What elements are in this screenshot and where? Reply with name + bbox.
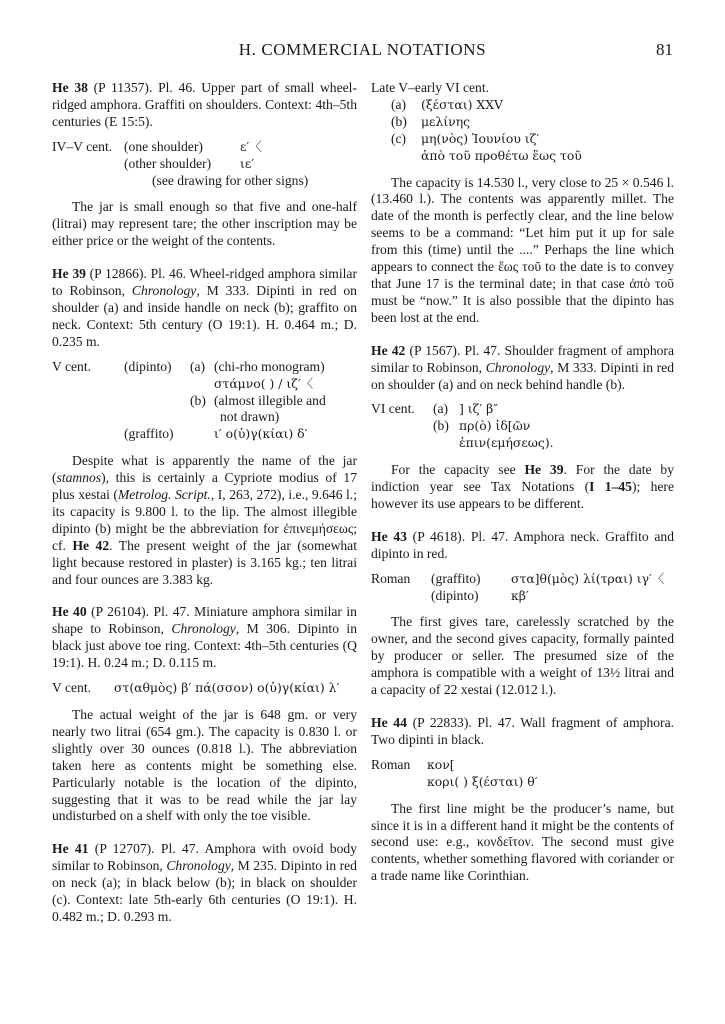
inscription-text: πρ(ὸ) ἰδ[ῶν [459, 418, 531, 434]
entry-id: He 39 [52, 266, 86, 282]
commentary-paragraph: For the capacity see He 39. For the date by indiction year see Tax Notations (I 1–45); here however its use appears to be different. [371, 462, 674, 511]
inscription-text: (chi-rho monogram) [214, 358, 325, 374]
entry-he42 [371, 343, 674, 513]
page-title: H. COMMERCIAL NOTATIONS [238, 40, 487, 59]
inscription-block [371, 757, 674, 791]
entry-description: , M 333. Dipinti in red on shoulder (a) and inside handle on neck (b); graffito on neck. Context: 5th century (O 19:1). H. 0.464 m.; D. 0.235 m. [52, 283, 357, 349]
book-title: Chronology [131, 283, 197, 299]
book-title: Chronology [166, 858, 231, 874]
inscription-place: (graffito) [431, 570, 481, 586]
inscription-text: κβ′ [511, 587, 529, 603]
entry-description: (P 22833). Pl. 47. Wall fragment of amphora. Two dipinti in black. [371, 715, 674, 747]
inscription-label: (a) [190, 358, 206, 374]
entry-heading [371, 529, 674, 563]
cross-reference: I 1–45 [589, 479, 632, 495]
inscription-text: μελίνης [421, 113, 471, 129]
commentary-paragraph: The first line might be the producer’s name, but since it is in a different hand it might be the contents of second use: e.g., κονδεῖτον. The second must give contents, whether something flavored with coriander or a trade name like Corinthian. [371, 800, 674, 884]
inscription-note: (see drawing for other signs) [152, 172, 309, 188]
entry-he41 [52, 841, 357, 926]
inscription-place: (one shoulder) [124, 138, 203, 154]
commentary-paragraph: The jar is small enough so that five and one-half (litrai) may represent tare; the other inscription may be either price or the weight of the contents. [52, 199, 357, 249]
inscription-text: not drawn) [220, 409, 280, 425]
inscription-text: στ(αθμὸς) β′ πά(σσον) ο(ὐ)γ(κίαι) λ′ [114, 680, 340, 696]
entry-id: He 43 [371, 528, 407, 544]
inscription-label: (b) [433, 418, 449, 434]
inscription-date: Roman [371, 756, 411, 772]
entry-description: (P 11357). Pl. 46. Upper part of small wheel-ridged amphora. Graffiti on shoulders. Context: 4th–5th centuries (E 15:5). [52, 80, 357, 129]
cross-reference: He 39 [524, 462, 564, 478]
entry-he38 [52, 80, 357, 250]
entry-description: , M 333. Dipinti in red on shoulder (a) and on neck behind handle (b). [371, 359, 674, 392]
entry-heading [52, 80, 357, 131]
entry-he41-continued [371, 80, 674, 327]
inscription-text: ιε′ [240, 155, 255, 171]
entry-he44 [371, 715, 674, 885]
inscription-block [52, 139, 357, 190]
inscription-block [52, 680, 357, 697]
inscription-place: (other shoulder) [124, 155, 212, 171]
entry-heading [52, 604, 357, 672]
inscription-text: ἐπιν(εμήσεως). [459, 435, 554, 451]
entry-he43 [371, 529, 674, 699]
inscription-text: στάμνο( ) / ιζ′〈 [214, 375, 314, 391]
inscription-place: (dipinto) [124, 358, 172, 374]
inscription-text: ι′ ο(ὐ)γ(κίαι) δ′ [214, 426, 308, 442]
entry-description: (P 12707). Pl. 47. Amphora with ovoid body similar to Robinson, [52, 841, 357, 874]
entry-id: He 38 [52, 80, 88, 95]
inscription-date: Roman [371, 570, 411, 586]
inscription-block [371, 401, 674, 452]
inscription-block [371, 97, 674, 165]
right-column [371, 80, 674, 901]
page-number: 81 [656, 40, 673, 59]
entry-heading [52, 841, 357, 926]
entry-he40 [52, 604, 357, 825]
entry-description: (P 26104). Pl. 47. Miniature amphora similar in shape to Robinson, [52, 604, 357, 637]
entry-id: He 44 [371, 715, 407, 730]
inscription-date: IV–V cent. [52, 138, 113, 154]
entry-description: , M 306. Dipinto in black just above toe ring. Context: 4th–5th centuries (Q 19:1). H. 0.24 m.; D. 0.115 m. [52, 621, 358, 671]
inscription-place: (graffito) [124, 426, 174, 442]
inscription-text: (almost illegible and [214, 392, 326, 408]
commentary-paragraph: The first gives tare, carelessly scratched by the owner, and the second gives capacity, formally painted by producer or seller. The presumed size of the amphora is compatible with a weight of 13½ litrai and a capacity of 22 xestai (12.012 l.). [371, 614, 674, 698]
entry-heading [371, 715, 674, 749]
entry-he39 [52, 266, 357, 588]
inscription-date: VI cent. [371, 401, 415, 417]
entry-description: (P 12866). Pl. 46. Wheel-ridged amphora similar to Robinson, [52, 266, 357, 299]
entry-id: He 41 [52, 841, 89, 857]
inscription-label: (a) [391, 96, 407, 112]
cross-reference: He 42 [72, 537, 110, 553]
entry-id: He 42 [371, 342, 406, 358]
inscription-block [371, 571, 674, 605]
inscription-date: V cent. [52, 680, 92, 696]
entry-description: (P 1567). Pl. 47. Shoulder fragment of amphora similar to Robinson, [371, 342, 674, 375]
inscription-text: κορι( ) ξ(έσται) θ′ [427, 773, 538, 789]
inscription-place: (dipinto) [431, 587, 479, 603]
inscription-date: Late V–early VI cent. [371, 80, 490, 95]
entry-description: (P 4618). Pl. 47. Amphora neck. Graffito and dipinto in red. [371, 528, 674, 561]
inscription-text: (ξέσται) XXV [421, 96, 503, 112]
inscription-block [52, 359, 357, 444]
commentary-paragraph: Despite what is apparently the name of the jar (stamnos), this is certainly a Cypriote modius of 17 plus xestai (Metrolog. Script., I, 263, 272), i.e., 9.646 l.; its capacity is 9.800 l. to the lip. The almost illegible dipinto (b) might be the abbreviation for ἐπινεμήσεως; cf. He 42. The present weight of the jar (somewhat light because restored in plaster) is 3.165 kg.; ten litrai and four ounces are 3.383 kg. [52, 453, 357, 587]
inscription-label: (c) [391, 130, 407, 146]
entry-id: He 40 [52, 604, 87, 620]
inscription-text: στα]θ(μὸς) λί(τραι) ιγ′〈 [511, 570, 665, 586]
book-title: Chronology [485, 359, 551, 375]
entry-description: , M 235. Dipinto in red on neck (a); in black below (b); in black on shoulder (c). Context: late 5th-early 6th centuries (O 19:1). H. 0.482 m.; D. 0.293 m. [52, 858, 357, 924]
left-column [52, 80, 357, 942]
inscription-label: (b) [190, 392, 206, 408]
inscription-label: (a) [433, 401, 449, 417]
inscription-text: κον[ [427, 756, 455, 772]
entry-heading [371, 343, 674, 394]
inscription-text: ἀπὸ τοῦ προθέτω ἕως τοῦ [421, 147, 582, 163]
commentary-paragraph: The actual weight of the jar is 648 gm. or very nearly two litrai (654 gm.). The capacity is 0.830 l. or slightly over 30 ounces (0.818 l.). The abbreviation taken here as contents might be something else. Particularly notable is the location of the dipinto, suggesting that it was to be read while the jar lay undisturbed on a shelf with only the toe visible. [52, 707, 357, 824]
entry-heading [52, 266, 357, 351]
inscription-text: ] ιζ′ β″ [459, 401, 498, 417]
running-header [52, 42, 673, 68]
inscription-text: ε′〈 [240, 138, 262, 154]
inscription-text: μη(νὸς) Ἰουνίου ιζ′ [421, 130, 540, 146]
inscription-date: V cent. [52, 358, 92, 374]
book-title: Chronology [171, 621, 236, 637]
commentary-paragraph: The capacity is 14.530 l., very close to 25 × 0.546 l. (13.460 l.). The contents was apparently millet. The date of the month is perfectly clear, and the line below seems to be a command: “Let him put it up for sale from this (time) until the ....” Perhaps the line which appears to connect the ἕως τοῦ to the date is to convey that June 17 is the terminal date; in that case ἀπὸ τοῦ must be “now.” It is also possible that the dipinto has been lost at the end. [371, 174, 674, 325]
inscription-label: (b) [391, 113, 407, 129]
